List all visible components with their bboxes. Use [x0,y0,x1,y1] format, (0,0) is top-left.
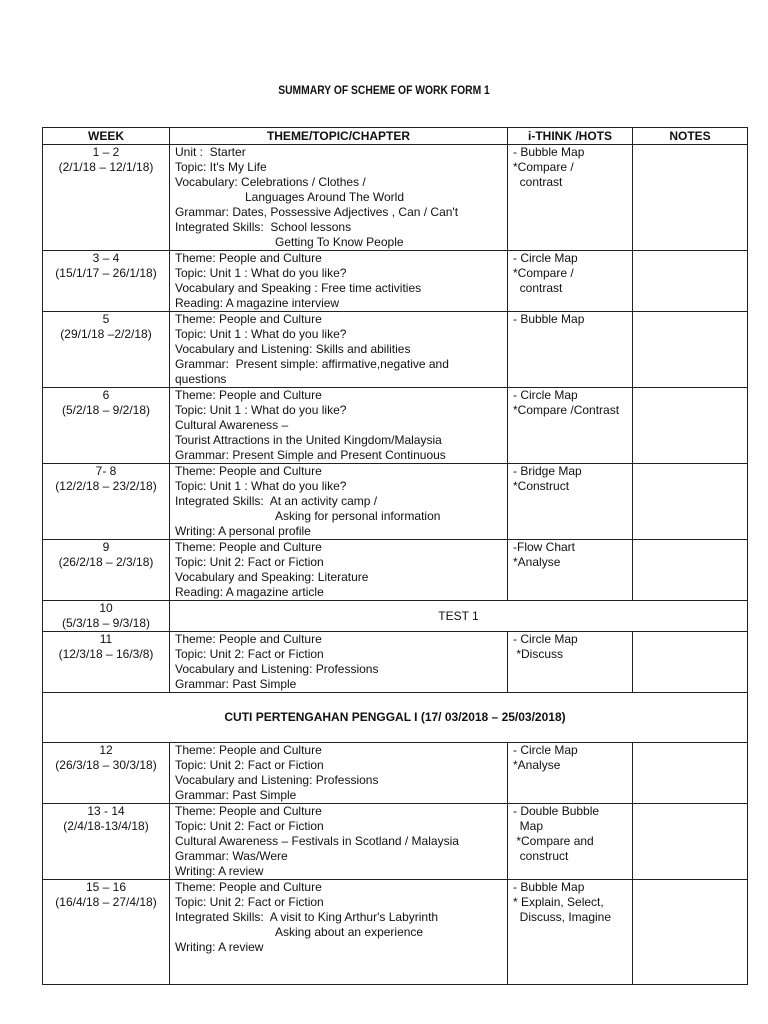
hots-line: - Circle Map [513,251,578,265]
page-title: SUMMARY OF SCHEME OF WORK FORM 1 [278,83,490,97]
theme-line: Unit : Starter [175,145,246,159]
theme-line: Tourist Attractions in the United Kingdom/Malaysia [175,433,442,447]
header-theme: THEME/TOPIC/CHAPTER [170,128,508,145]
scheme-of-work-table [42,127,748,985]
week-cell [43,145,170,251]
hots-line: *Construct [513,479,570,493]
theme-line: Theme: People and Culture [175,743,322,757]
week-dates: (26/3/18 – 30/3/18) [55,758,157,772]
hots-cell [508,540,633,601]
theme-cell [170,540,508,601]
table-row [43,804,748,880]
hots-line: Discuss, Imagine [513,910,612,924]
theme-line: Topic: Unit 1 : What do you like? [175,403,347,417]
break-cell: CUTI PERTENGAHAN PENGGAL I (17/ 03/2018 – 25/03/2018) [43,693,748,743]
table-row [43,743,748,804]
theme-line: Topic: Unit 2: Fact or Fiction [175,555,324,569]
hots-cell [508,880,633,985]
table-row [43,312,748,388]
hots-cell [508,743,633,804]
hots-line: - Bridge Map [513,464,582,478]
hots-line: - Circle Map [513,388,578,402]
hots-line: *Compare / [513,266,574,280]
week-number: 13 - 14 [87,804,125,818]
hots-line: contrast [513,175,563,189]
week-cell [43,804,170,880]
week-number: 10 [99,601,113,615]
week-dates: (5/3/18 – 9/3/18) [61,616,151,630]
hots-cell [508,388,633,464]
theme-line: Vocabulary and Listening: Professions [175,662,379,676]
hots-line: Map [513,819,544,833]
header-hots: i-THINK /HOTS [508,128,633,145]
notes-cell [633,540,748,601]
theme-line: Reading: A magazine article [175,585,324,599]
theme-line: Theme: People and Culture [175,464,322,478]
hots-line: *Compare /Contrast [513,403,620,417]
notes-cell [633,464,748,540]
theme-cell [170,251,508,312]
table-row [43,601,748,632]
table-row [43,880,748,985]
week-cell [43,251,170,312]
week-number: 7- 8 [95,464,117,478]
theme-line: Integrated Skills: School lessons [175,220,352,234]
theme-cell [170,388,508,464]
week-cell [43,880,170,985]
week-dates: (29/1/18 –2/2/18) [60,327,152,341]
hots-line: *Analyse [513,758,561,772]
header-week: WEEK [43,128,170,145]
theme-line: Grammar: Was/Were [175,849,288,863]
theme-line: Topic: Unit 2: Fact or Fiction [175,758,324,772]
notes-cell [633,743,748,804]
week-cell [43,632,170,693]
notes-cell [633,251,748,312]
hots-line: construct [513,849,569,863]
table-row [43,251,748,312]
week-dates: (12/2/18 – 23/2/18) [55,479,157,493]
hots-line: - Bubble Map [513,312,585,326]
theme-line: Asking about an experience [275,925,424,939]
hots-cell [508,312,633,388]
theme-line: Vocabulary and Speaking : Free time activities [175,281,422,295]
test-cell: TEST 1 [170,601,748,632]
theme-cell [170,312,508,388]
hots-line: *Discuss [513,647,564,661]
hots-line: *Compare / [513,160,574,174]
week-number: 1 – 2 [92,145,120,159]
table-row [43,632,748,693]
theme-line: Theme: People and Culture [175,804,322,818]
hots-line: * Explain, Select, [513,895,604,909]
theme-line: questions [175,372,227,386]
week-number: 12 [99,743,113,757]
theme-line: Cultural Awareness – [175,418,289,432]
notes-cell [633,804,748,880]
week-number: 5 [102,312,110,326]
week-dates: (16/4/18 – 27/4/18) [55,895,157,909]
week-dates: (12/3/18 – 16/3/8) [58,647,154,661]
hots-cell [508,804,633,880]
theme-line: Reading: A magazine interview [175,296,340,310]
week-dates: (15/1/17 – 26/1/18) [55,266,157,280]
week-cell [43,743,170,804]
week-dates: (5/2/18 – 9/2/18) [61,403,151,417]
hots-line: - Bubble Map [513,145,585,159]
week-dates: (2/4/18-13/4/18) [63,819,149,833]
week-number: 3 – 4 [92,251,120,265]
theme-line: Vocabulary: Celebrations / Clothes / [175,175,366,189]
theme-line: Integrated Skills: At an activity camp / [175,494,378,508]
theme-line: Topic: Unit 1 : What do you like? [175,327,347,341]
theme-line: Theme: People and Culture [175,312,322,326]
week-cell [43,540,170,601]
theme-cell [170,880,508,985]
hots-line: - Circle Map [513,632,578,646]
theme-line: Theme: People and Culture [175,632,322,646]
table-row [43,388,748,464]
week-number: 11 [99,632,113,646]
hots-line: -Flow Chart [513,540,576,554]
theme-line: Cultural Awareness – Festivals in Scotland / Malaysia [175,834,459,848]
hots-line: *Compare and [513,834,594,848]
week-cell [43,388,170,464]
theme-line: Writing: A review [175,864,264,878]
notes-cell [633,632,748,693]
theme-line: Topic: Unit 2: Fact or Fiction [175,819,324,833]
theme-line: Theme: People and Culture [175,540,322,554]
theme-cell [170,632,508,693]
hots-line: - Circle Map [513,743,578,757]
week-cell [43,312,170,388]
table-row [43,464,748,540]
theme-line: Asking for personal information [275,509,441,523]
table-header-row [43,128,748,145]
theme-line: Topic: Unit 2: Fact or Fiction [175,647,324,661]
theme-line: Grammar: Present Simple and Present Continuous [175,448,446,462]
theme-line: Topic: Unit 2: Fact or Fiction [175,895,324,909]
theme-line: Writing: A review [175,940,264,954]
theme-line: Theme: People and Culture [175,388,322,402]
theme-line: Grammar: Present simple: affirmative,negative and [175,357,449,371]
week-number: 6 [102,388,110,402]
theme-cell [170,464,508,540]
theme-line: Vocabulary and Listening: Professions [175,773,379,787]
hots-cell [508,464,633,540]
notes-cell [633,145,748,251]
theme-line: Theme: People and Culture [175,251,322,265]
hots-line: *Analyse [513,555,561,569]
notes-cell [633,880,748,985]
theme-cell [170,145,508,251]
theme-cell [170,804,508,880]
theme-line: Theme: People and Culture [175,880,322,894]
week-cell [43,601,170,632]
theme-line: Grammar: Dates, Possessive Adjectives , Can / Can't [175,205,459,219]
hots-cell [508,251,633,312]
theme-line: Integrated Skills: A visit to King Arthur's Labyrinth [175,910,439,924]
theme-line: Grammar: Past Simple [175,677,297,691]
table-row [43,540,748,601]
header-notes: NOTES [633,128,748,145]
theme-line: Topic: Unit 1 : What do you like? [175,479,347,493]
table-row [43,145,748,251]
theme-line: Topic: It's My Life [175,160,267,174]
hots-cell [508,632,633,693]
theme-line: Grammar: Past Simple [175,788,297,802]
notes-cell [633,388,748,464]
theme-line: Topic: Unit 1 : What do you like? [175,266,347,280]
break-row [43,693,748,743]
week-dates: (26/2/18 – 2/3/18) [58,555,154,569]
hots-cell [508,145,633,251]
theme-line: Vocabulary and Speaking: Literature [175,570,369,584]
week-number: 9 [102,540,110,554]
hots-line: contrast [513,281,563,295]
theme-line: Languages Around The World [245,190,405,204]
hots-line: - Double Bubble [513,804,600,818]
week-number: 15 – 16 [85,880,127,894]
theme-line: Writing: A personal profile [175,524,311,538]
hots-line: - Bubble Map [513,880,585,894]
notes-cell [633,312,748,388]
theme-cell [170,743,508,804]
theme-line: Getting To Know People [275,235,404,249]
week-dates: (2/1/18 – 12/1/18) [58,160,154,174]
theme-line: Vocabulary and Listening: Skills and abilities [175,342,411,356]
week-cell [43,464,170,540]
